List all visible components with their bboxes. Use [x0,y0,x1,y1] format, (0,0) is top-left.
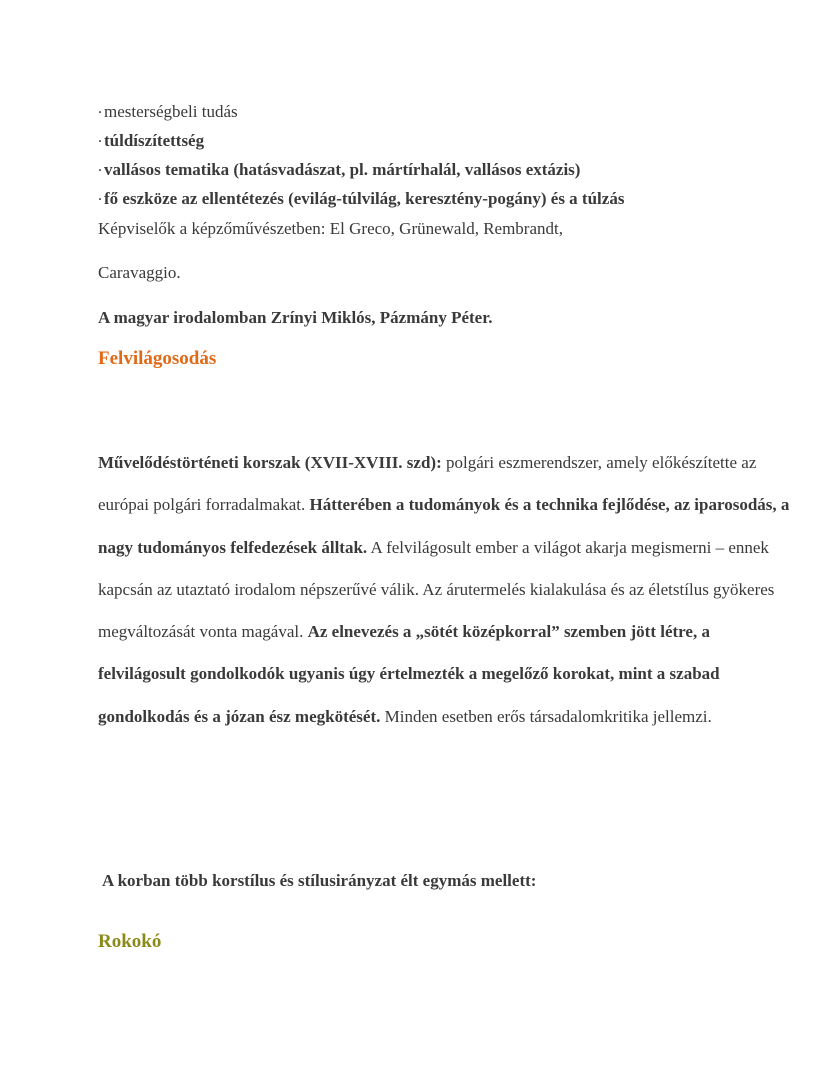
bullet-marker: · [98,163,103,177]
bullet-text: mesterségbeli tudás [104,102,238,121]
styles-intro-line: A korban több korstílus és stílusirányzat élt egymás mellett: [102,871,537,890]
artists-paragraph [98,207,798,295]
bullet-item [98,98,798,127]
bullet-text: fő eszköze az ellentétezés (evilág-túlvilág, keresztény-pogány) és a túlzás [104,189,625,208]
naming-statement: Az elnevezés a „sötét középkorral” szemben jött létre, a felvilágosult gondolkodók ugyanis úgy értelmezték a megelőző korokat, mint a szabad gondolkodás és a józan ész megkötését. [98,622,720,726]
paragraph-text: Minden esetben erős társadalomkritika jellemzi. [380,706,712,726]
artists-line: Képviselők a képzőművészetben: El Greco, Grünewald, Rembrandt, [98,219,563,238]
bullet-item [98,156,798,185]
bullet-marker: · [98,192,103,206]
period-definition: Művelődéstörténeti korszak (XVII-XVIII. szd): [98,453,442,472]
bullet-marker: · [98,134,103,148]
bullet-text: vallásos tematika (hatásvadászat, pl. mártírhalál, vallásos extázis) [104,160,581,179]
heading-felvilagosodas: Felvilágosodás [98,348,217,369]
bullet-text: túldíszítettség [104,131,205,150]
feature-bullet-list [98,98,798,214]
bullet-item [98,127,798,156]
enlightenment-paragraph [98,442,798,738]
hungarian-literature-paragraph: A magyar irodalomban Zrínyi Miklós, Pázmány Péter. [98,308,493,327]
artists-line: Caravaggio. [98,263,181,282]
background-statement: Hátterében a tudományok és a technika fejlődése, az iparosodás, a nagy tudományos felfedezések álltak. [98,495,790,557]
paragraph-text: A felvilágosult ember a világot akarja megismerni – ennek kapcsán az utaztató irodalom népszerűvé válik. Az árutermelés kialakulása és az életstílus gyökeres megváltozását vonta magával. [98,537,775,642]
paragraph-text: polgári eszmerendszer, amely előkészítette az európai polgári forradalmakat. [98,453,757,515]
bullet-marker: · [98,105,103,119]
heading-rokoko: Rokokó [98,931,162,952]
